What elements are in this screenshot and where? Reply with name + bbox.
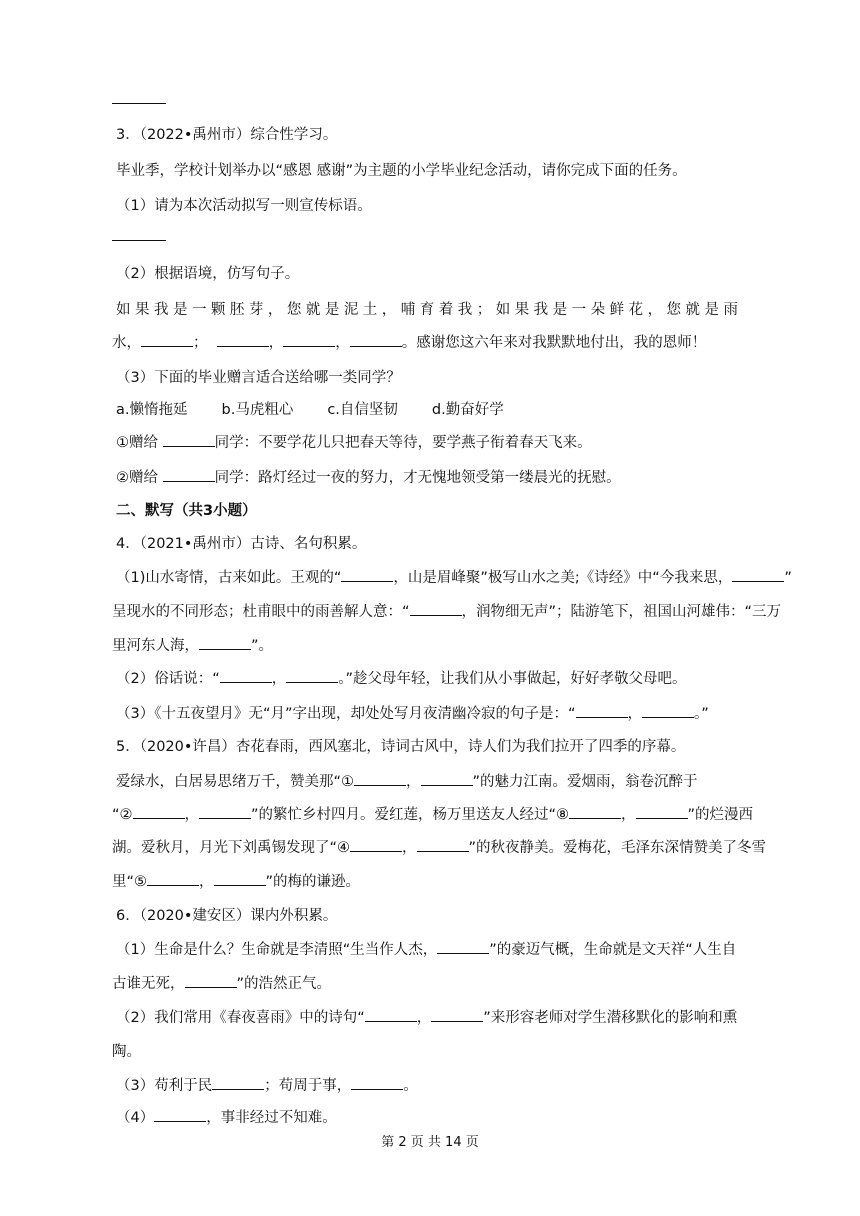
sentence-char: 一	[191, 302, 207, 318]
blank	[642, 705, 694, 718]
text: ，事非经过不知难。	[206, 1110, 337, 1126]
sentence-char: 胚	[229, 302, 245, 318]
sentence-char: 是	[172, 302, 188, 318]
text: ”的浩然正气。	[236, 976, 332, 992]
sentence-char: 鲜	[609, 302, 625, 318]
text: 古谁无死，	[112, 976, 185, 992]
text: ”	[784, 570, 792, 586]
sentence-char: 我	[457, 302, 473, 318]
blank	[417, 839, 469, 852]
text: 。感谢您这六年来对我默默地付出，我的恩师！	[401, 335, 707, 351]
text: （2）我们常用《春夜喜雨》中的诗句“	[116, 1010, 365, 1026]
sentence-char: ，	[647, 302, 663, 318]
sentence-char: 果	[514, 302, 530, 318]
sentence-char: 果	[134, 302, 150, 318]
blank	[199, 637, 251, 650]
text: ，	[335, 335, 350, 351]
text: （3）《十五夜望月》无“月”字出现，却处处写月夜清幽冷寂的句子是：“	[116, 706, 576, 722]
blank	[576, 705, 628, 718]
text: （1）生命是什么？生命就是李清照“生当作人杰，	[116, 942, 438, 958]
text: ①赠给	[116, 435, 158, 451]
q5-line1	[116, 770, 698, 791]
sentence-char: 泥	[343, 302, 359, 318]
q6-line4: 陶。	[112, 1044, 141, 1060]
text: 水，	[112, 335, 141, 351]
blank	[212, 1077, 264, 1090]
text: ，	[406, 774, 421, 790]
blank	[163, 469, 215, 482]
sentence-char: ，	[267, 302, 283, 318]
text: 里“⑤	[112, 874, 148, 890]
blank	[732, 569, 784, 582]
q6-line2	[112, 972, 331, 993]
sentence-char: 就	[305, 302, 321, 318]
text: ，润物细无声”；陆游笔下，祖国山河雄伟：“三万	[461, 604, 782, 620]
sentence-char: 我	[153, 302, 169, 318]
blank	[141, 334, 193, 347]
sentence-char: 育	[419, 302, 435, 318]
q5-line2	[112, 803, 753, 824]
text: ；	[193, 335, 208, 351]
text: ②赠给	[116, 470, 158, 486]
blank	[286, 670, 338, 683]
blank	[350, 334, 402, 347]
sentence-char: ；	[476, 302, 492, 318]
option-c: c.自信坚韧	[327, 402, 398, 418]
sentence-char: 朵	[590, 302, 606, 318]
blank	[341, 569, 393, 582]
option-d: d.勤奋好学	[431, 402, 504, 418]
blank	[199, 806, 251, 819]
q3-part1: （1）请为本次活动拟写一则宣传标语。	[116, 198, 372, 214]
text: 里河东人海，	[112, 638, 199, 654]
q3-title: 3．（2022•禹州市）综合性学习。	[116, 127, 338, 143]
blank	[217, 334, 269, 347]
text: 。	[403, 1078, 418, 1094]
sentence-char: ，	[381, 302, 397, 318]
q4-line2	[112, 600, 781, 621]
text: ，	[621, 807, 636, 823]
q6-line6	[116, 1106, 337, 1127]
text: “②	[112, 807, 133, 823]
blank	[351, 1077, 403, 1090]
text: ”的烂漫西	[687, 807, 754, 823]
text: （2）俗话说：“	[116, 671, 220, 687]
sentence-char: 雨	[723, 302, 738, 318]
q3-part3: （3）下面的毕业赠言适合送给哪一类同学？	[116, 370, 401, 386]
text: 同学：不要学花儿只把春天等待，要学燕子衔着春天飞来。	[214, 435, 592, 451]
blank	[147, 873, 199, 886]
blank	[350, 839, 402, 852]
text: ”的梅的谦逊。	[265, 874, 361, 890]
blank	[163, 434, 215, 447]
q3-options	[116, 398, 504, 419]
text: ，	[268, 335, 284, 351]
q3-part2: （2）根据语境，仿写句子。	[116, 266, 300, 282]
sentence-char: 一	[571, 302, 587, 318]
text: ，	[627, 706, 643, 722]
text: （1)山水寄情，古来如此。王观的“	[116, 570, 342, 586]
q4-line5	[116, 702, 709, 723]
sentence-char: 就	[685, 302, 701, 318]
sentence-char: 是	[324, 302, 340, 318]
sentence-char: 芽	[248, 302, 264, 318]
q4-line1	[116, 566, 792, 587]
sentence-char: 是	[704, 302, 720, 318]
text: ，	[416, 1010, 432, 1026]
blank	[133, 806, 185, 819]
blank	[185, 975, 237, 988]
text: ”。	[251, 638, 274, 654]
blank	[569, 806, 621, 819]
blank	[220, 670, 272, 683]
option-a: a.懒惰拖延	[116, 402, 188, 418]
text: 。”	[694, 706, 709, 722]
sentence-char: 如	[116, 302, 131, 318]
text: 爱绿水，白居易思绪万千，赞美那“①	[116, 774, 355, 790]
text: ；苟周于事，	[264, 1078, 352, 1094]
q3-gift1	[116, 431, 592, 452]
text: ，	[199, 874, 214, 890]
text: ”的豪迈气概，生命就是文天祥“人生自	[489, 942, 737, 958]
blank	[354, 773, 406, 786]
sentence-char: 土	[362, 302, 378, 318]
answer-blank-part1	[112, 240, 166, 241]
sentence-char: 着	[438, 302, 454, 318]
q3-part2-sentence-line2	[112, 331, 706, 352]
text: ，山是眉峰聚”极写山水之美;《诗经》中“今我来思，	[393, 570, 733, 586]
text: ”的魅力江南。爱烟雨，翁卷沉醉于	[472, 774, 698, 790]
blank	[431, 1009, 483, 1022]
option-b: b.马虎粗心	[221, 402, 294, 418]
sentence-char: 您	[286, 302, 302, 318]
text: 湖。爱秋月，月光下刘禹锡发现了“④	[112, 840, 351, 856]
q4-line4	[116, 667, 687, 688]
sentence-char: 花	[628, 302, 644, 318]
text: ”的秋夜静美。爱梅花，毛泽东深情赞美了冬雪	[468, 840, 767, 856]
text: 呈现水的不同形态；杜甫眼中的雨善解人意：“	[112, 604, 410, 620]
q4-title: 4．（2021•禹州市）古诗、名句积累。	[116, 536, 367, 552]
sentence-char: 哺	[400, 302, 416, 318]
blank	[283, 334, 335, 347]
q6-title: 6．（2020•建安区）课内外积累。	[116, 908, 338, 924]
q6-line3	[116, 1006, 737, 1027]
blank	[365, 1009, 417, 1022]
blank	[421, 773, 473, 786]
q5-line4	[112, 870, 360, 891]
blank	[410, 603, 462, 616]
text: 同学：路灯经过一夜的努力，才无愧地领受第一缕晨光的抚慰。	[214, 470, 621, 486]
sentence-char: 我	[533, 302, 549, 318]
text: 。”趁父母年轻，让我们从小事做起，好好孝敬父母吧。	[338, 671, 687, 687]
q3-gift2	[116, 466, 621, 487]
text: （4）	[116, 1110, 155, 1126]
sentence-char: 颗	[210, 302, 226, 318]
sentence-char: 您	[666, 302, 682, 318]
section-heading: 二、默写（共3小题）	[116, 503, 257, 519]
sentence-char: 是	[552, 302, 568, 318]
q5-title: 5．（2020•许昌）杏花春雨，西风塞北，诗词古风中，诗人们为我们拉开了四季的序幕。	[116, 739, 686, 755]
answer-blank-top	[112, 103, 166, 104]
q3-intro: 毕业季，学校计划举办以“感恩 感谢”为主题的小学毕业纪念活动，请你完成下面的任务。	[116, 163, 687, 179]
blank	[154, 1109, 206, 1122]
blank	[437, 941, 489, 954]
page-footer: 第 2 页 共 14 页	[381, 1135, 479, 1150]
q4-line3	[112, 634, 273, 655]
q3-part2-sentence-line1	[116, 298, 738, 319]
text: ，	[402, 840, 417, 856]
sentence-char: 如	[495, 302, 511, 318]
blank	[636, 806, 688, 819]
text: ”来形容老师对学生潜移默化的影响和熏	[483, 1010, 738, 1026]
text: ，	[184, 807, 200, 823]
text: ，	[271, 671, 287, 687]
q6-line1	[116, 938, 736, 959]
q6-line5	[116, 1074, 418, 1095]
text: （3）苟利于民	[116, 1078, 213, 1094]
text: ”的繁忙乡村四月。爱红莲，杨万里送友人经过“⑧	[251, 807, 570, 823]
blank	[214, 873, 266, 886]
q5-line3	[112, 836, 766, 857]
